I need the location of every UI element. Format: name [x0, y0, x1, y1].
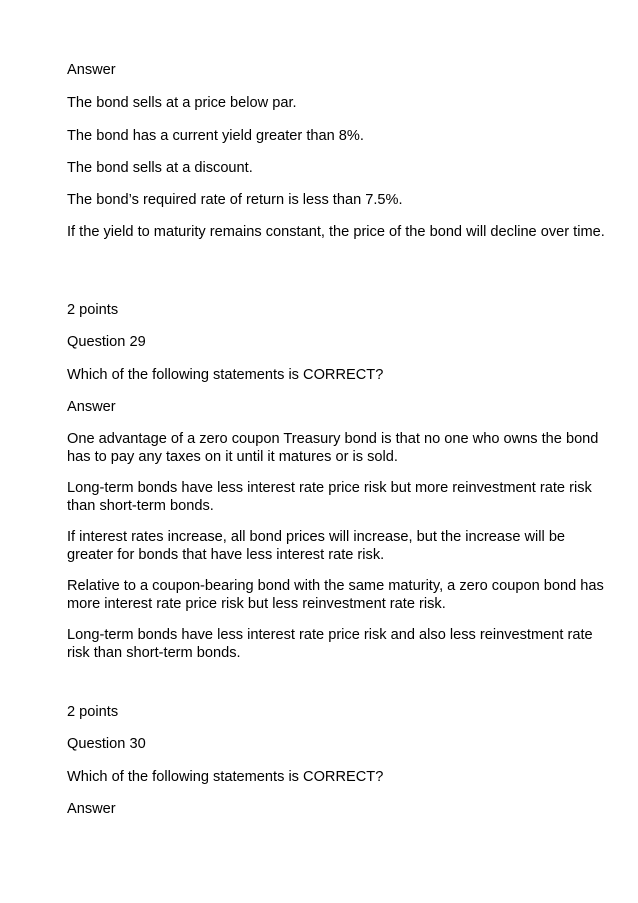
answer-option: The bond has a current yield greater than 8%.	[67, 128, 364, 144]
answer-option: The bond’s required rate of return is less than 7.5%.	[67, 192, 403, 208]
answer-option: If the yield to maturity remains constant, the price of the bond will decline over time.	[67, 224, 605, 240]
answer-option: Relative to a coupon-bearing bond with the same maturity, a zero coupon bond has more interest rate price risk but less reinvestment rate risk.	[67, 578, 604, 612]
answer-option: One advantage of a zero coupon Treasury bond is that no one who owns the bond has to pay any taxes on it until it matures or is sold.	[67, 431, 599, 465]
answer-option: Long-term bonds have less interest rate price risk but more reinvestment rate risk than short-term bonds.	[67, 480, 592, 514]
question-prompt: Which of the following statements is CORRECT?	[67, 367, 384, 383]
answer-option: The bond sells at a discount.	[67, 160, 253, 176]
answer-label: Answer	[67, 399, 116, 415]
answer-option: If interest rates increase, all bond prices will increase, but the increase will be greater for bonds that have less interest rate risk.	[67, 529, 566, 563]
answer-label: Answer	[67, 801, 116, 817]
question-prompt: Which of the following statements is CORRECT?	[67, 769, 384, 785]
points-label: 2 points	[67, 704, 119, 720]
answer-option: The bond sells at a price below par.	[67, 95, 297, 111]
answer-label: Answer	[67, 62, 116, 78]
answer-option: Long-term bonds have less interest rate price risk and also less reinvestment rate risk than short-term bonds.	[67, 627, 593, 661]
question-number: Question 29	[67, 334, 146, 350]
points-label: 2 points	[67, 302, 119, 318]
question-number: Question 30	[67, 736, 146, 752]
